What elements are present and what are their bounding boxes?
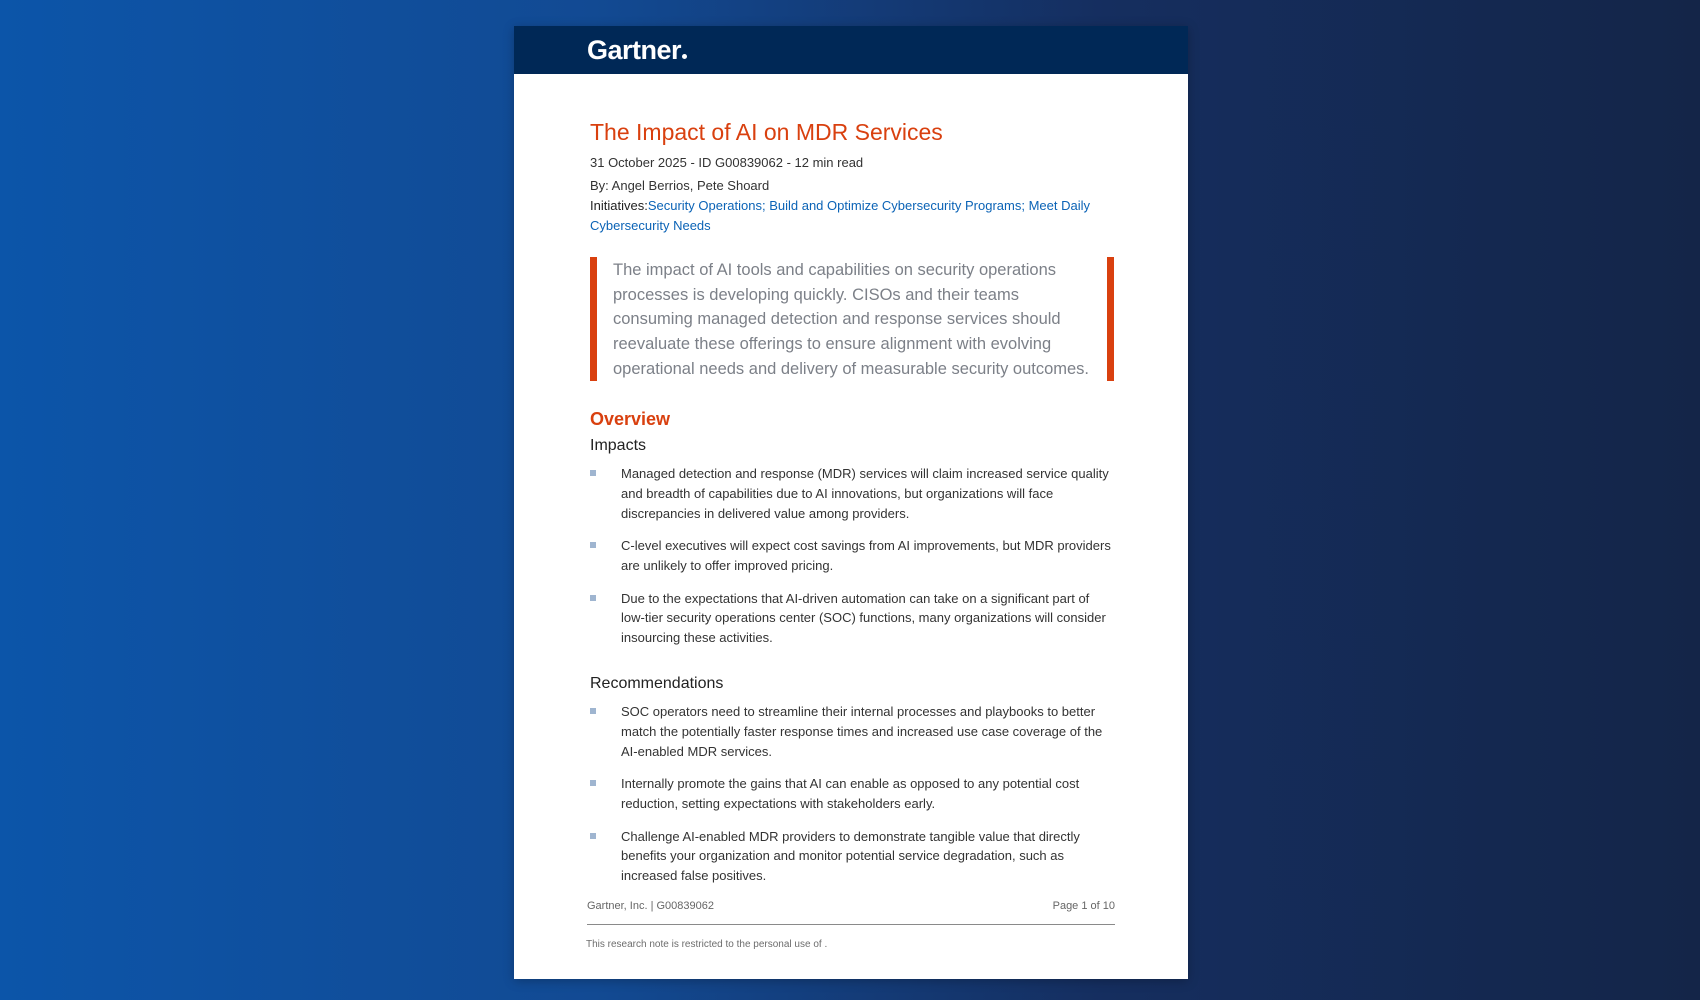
bullet-square-icon <box>590 542 596 548</box>
impact-text: C-level executives will expect cost savings from AI improvements, but MDR providers are unlikely to offer improved pricing. <box>621 538 1111 573</box>
footer-divider <box>587 924 1115 925</box>
recommendation-text: Internally promote the gains that AI can enable as opposed to any potential cost reduction, setting expectations with stakeholders early. <box>621 776 1080 811</box>
list-item <box>590 464 1114 523</box>
bullet-square-icon <box>590 833 596 839</box>
list-item <box>590 702 1114 761</box>
document-authors: By: Angel Berrios, Pete Shoard <box>590 178 770 193</box>
bullet-square-icon <box>590 708 596 714</box>
initiatives-label: Initiatives: <box>590 198 648 213</box>
list-item <box>590 774 1114 814</box>
impacts-list <box>590 464 1114 661</box>
footer-doc-id: Gartner, Inc. | G00839062 <box>587 900 714 912</box>
bullet-square-icon <box>590 595 596 601</box>
overview-heading: Overview <box>590 409 671 429</box>
recommendation-text: SOC operators need to streamline their internal processes and playbooks to better match the potentially faster response times and increased use case coverage of the AI-enabled MDR services. <box>621 704 1103 759</box>
document-title: The Impact of AI on MDR Services <box>590 119 943 145</box>
footer-disclaimer: This research note is restricted to the personal use of . <box>586 939 828 950</box>
recommendations-list <box>590 702 1114 899</box>
footer-page-number: Page 1 of 10 <box>1052 900 1115 912</box>
summary-callout <box>590 257 1114 381</box>
impacts-heading: Impacts <box>590 437 647 454</box>
bullet-square-icon <box>590 780 596 786</box>
list-item <box>590 827 1114 886</box>
document-page <box>514 26 1188 979</box>
impact-text: Managed detection and response (MDR) services will claim increased service quality and breadth of capabilities due to AI innovations, but organizations will face discrepancies in delivered value among providers. <box>621 466 1109 521</box>
logo-dot-icon <box>682 54 687 59</box>
impact-text: Due to the expectations that AI-driven automation can take on a significant part of low-tier security operations center (SOC) functions, many organizations will consider insourcing these activities. <box>621 590 1106 646</box>
recommendation-text: Challenge AI-enabled MDR providers to demonstrate tangible value that directly benefits your organization and monitor potential service degradation, such as increased false positives. <box>621 828 1080 884</box>
list-item <box>590 589 1114 648</box>
logo-text: Gartner <box>587 35 682 65</box>
document-meta: 31 October 2025 - ID G00839062 - 12 min read <box>590 155 864 170</box>
initiatives-line <box>590 196 1114 236</box>
initiatives-links[interactable]: Security Operations; Build and Optimize Cybersecurity Programs; Meet Daily Cybersecurity Needs <box>590 198 1090 233</box>
header-banner <box>514 26 1188 74</box>
summary-text: The impact of AI tools and capabilities on security operations processes is developing quickly. CISOs and their teams consuming managed detection and response services should reevaluate these offerings to ensure alignment with evolving operational needs and delivery of measurable security outcomes. <box>613 261 1090 378</box>
gartner-logo <box>587 33 687 67</box>
bullet-square-icon <box>590 470 596 476</box>
recommendations-heading: Recommendations <box>590 675 724 692</box>
list-item <box>590 536 1114 576</box>
